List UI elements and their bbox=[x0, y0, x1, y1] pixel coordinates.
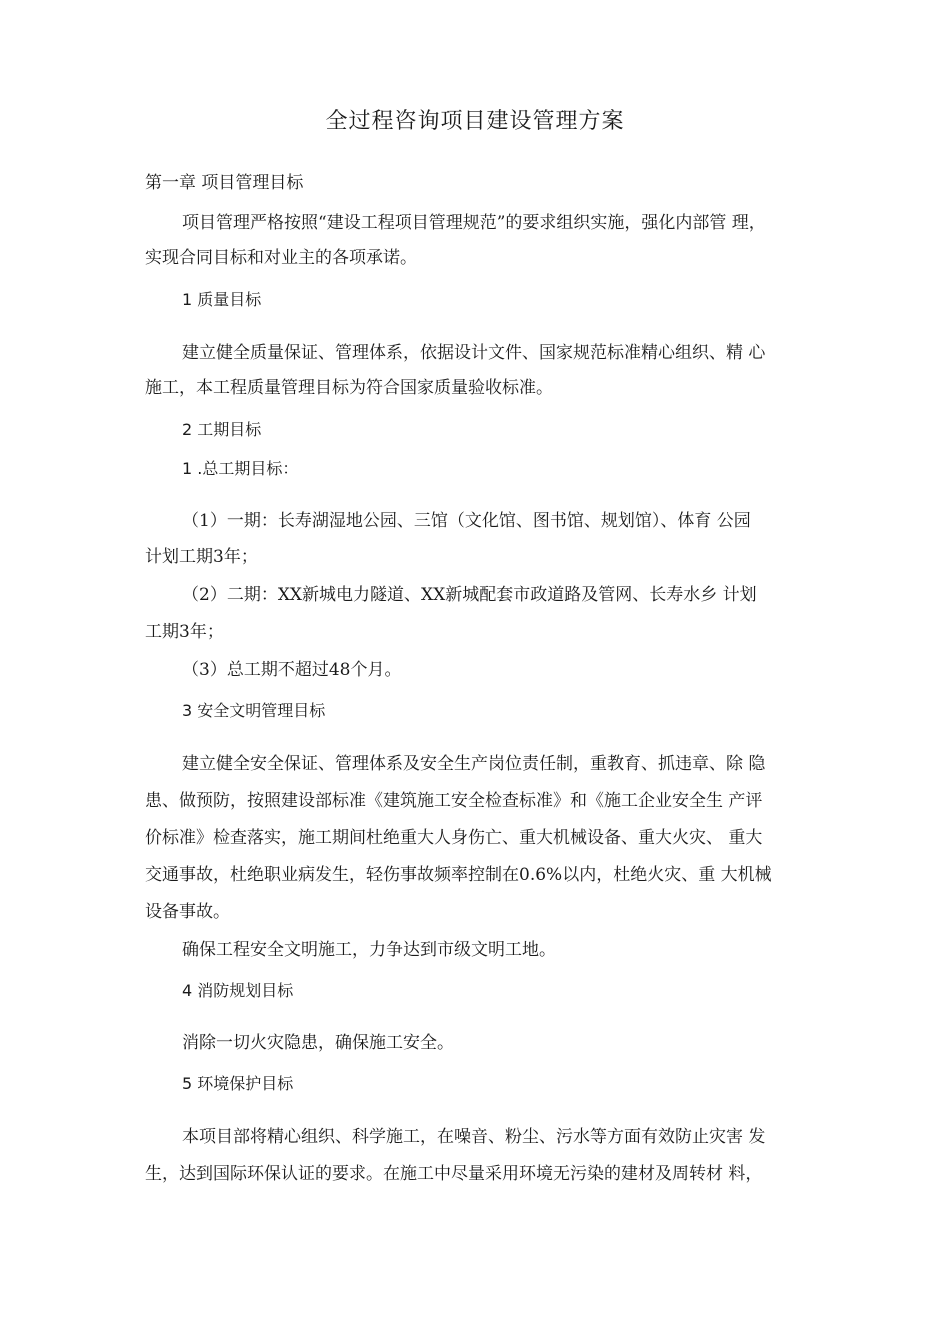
safety-line-1: 建立健全安全保证、管理体系及安全生产岗位责任制，重教育、抓违章、除 隐 bbox=[182, 754, 766, 774]
quality-line-2: 施工，本工程质量管理目标为符合国家质量验收标准。 bbox=[145, 378, 553, 398]
document-title: 全过程咨询项目建设管理方案 bbox=[325, 109, 625, 134]
section-heading-safety: 3 安全文明管理目标 bbox=[182, 701, 326, 720]
section-heading-environment: 5 环境保护目标 bbox=[182, 1074, 294, 1093]
quality-line-1: 建立健全质量保证、管理体系，依据设计文件、国家规范标准精心组织、精 心 bbox=[182, 343, 766, 363]
schedule-item-1-line-2: 计划工期3年； bbox=[145, 547, 258, 567]
safety-line-2: 患、做预防，按照建设部标准《建筑施工安全检查标准》和《施工企业安全生 产评 bbox=[145, 791, 763, 811]
intro-line-1: 项目管理严格按照“建设工程项目管理规范”的要求组织实施，强化内部管 理， bbox=[182, 213, 766, 233]
section-heading-quality: 1 质量目标 bbox=[182, 290, 262, 309]
schedule-item-2-line-1: （2）二期：XX新城电力隧道、XX新城配套市政道路及管网、长寿水乡 计划 bbox=[182, 585, 757, 605]
environment-line-2: 生，达到国际环保认证的要求。在施工中尽量采用环境无污染的建材及周转材 料， bbox=[145, 1164, 763, 1184]
schedule-subheading: 1 .总工期目标： bbox=[182, 459, 299, 478]
safety-line-3: 价标准》检查落实，施工期间杜绝重大人身伤亡、重大机械设备、重大火灾、 重大 bbox=[145, 828, 763, 848]
section-heading-fire: 4 消防规划目标 bbox=[182, 981, 294, 1000]
section-heading-schedule: 2 工期目标 bbox=[182, 420, 262, 439]
safety-line-4: 交通事故，杜绝职业病发生，轻伤事故频率控制在0.6%以内，杜绝火灾、重 大机械 bbox=[145, 865, 772, 885]
environment-line-1: 本项目部将精心组织、科学施工，在噪音、粉尘、污水等方面有效防止灾害 发 bbox=[182, 1127, 766, 1147]
schedule-item-3-line-1: （3）总工期不超过48个月。 bbox=[182, 660, 402, 680]
safety-extra-line: 确保工程安全文明施工，力争达到市级文明工地。 bbox=[182, 940, 556, 960]
chapter-heading: 第一章 项目管理目标 bbox=[145, 173, 304, 193]
safety-line-5: 设备事故。 bbox=[145, 902, 230, 922]
intro-line-2: 实现合同目标和对业主的各项承诺。 bbox=[145, 248, 417, 268]
schedule-item-1-line-1: （1）一期：长寿湖湿地公园、三馆（文化馆、图书馆、规划馆）、体育 公园 bbox=[182, 511, 751, 531]
schedule-item-2-line-2: 工期3年； bbox=[145, 622, 224, 642]
fire-line-1: 消除一切火灾隐患，确保施工安全。 bbox=[182, 1033, 454, 1053]
